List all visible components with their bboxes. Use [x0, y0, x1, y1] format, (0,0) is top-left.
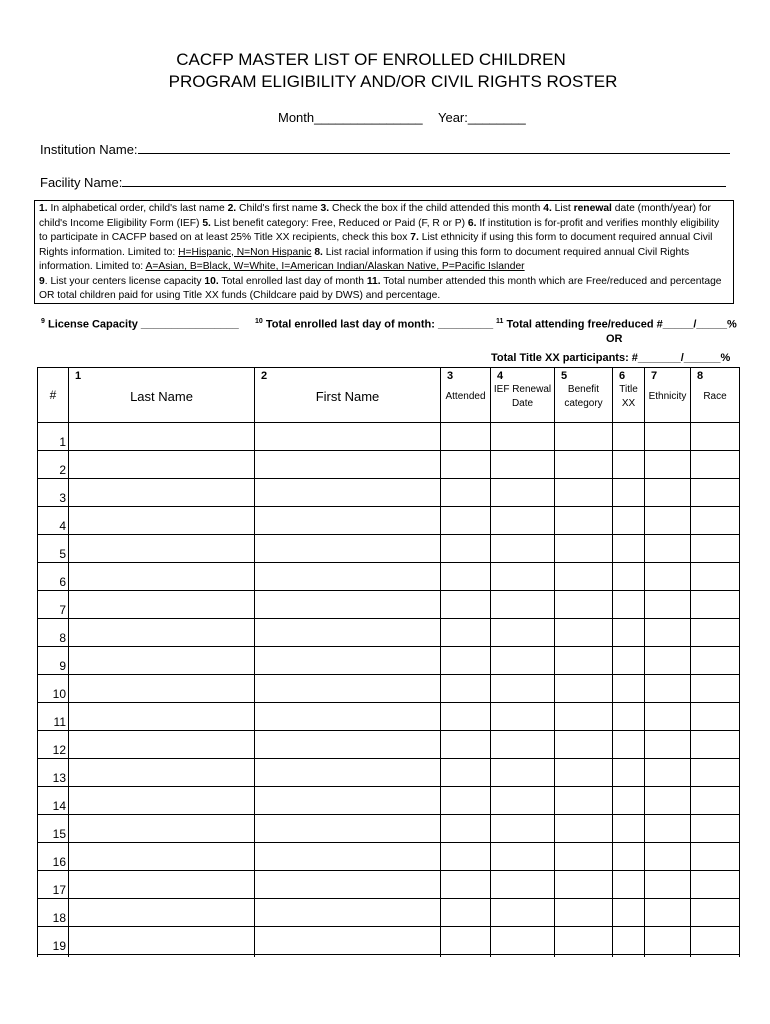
cell-first-name[interactable] — [255, 507, 441, 535]
cell-ethnicity[interactable] — [645, 787, 691, 815]
cell-first-name[interactable] — [255, 479, 441, 507]
cell-ethnicity[interactable] — [645, 619, 691, 647]
cell-last-name[interactable] — [69, 479, 255, 507]
cell-first-name[interactable] — [255, 759, 441, 787]
cell-last-name[interactable] — [69, 703, 255, 731]
cell-last-name[interactable] — [69, 563, 255, 591]
row-number: 14 — [38, 787, 69, 815]
cell-attended[interactable] — [441, 479, 491, 507]
cell-attended[interactable] — [441, 787, 491, 815]
cell-first-name[interactable] — [255, 899, 441, 927]
table-row — [38, 731, 740, 759]
cell-title-xx[interactable] — [613, 703, 645, 731]
cell-race[interactable] — [691, 927, 740, 955]
cell-first-name[interactable] — [255, 731, 441, 759]
cell-first-name[interactable] — [255, 451, 441, 479]
cell-title-xx[interactable] — [613, 451, 645, 479]
col-header-title-xx: 6 Title XX — [613, 368, 645, 423]
cell-attended[interactable] — [441, 647, 491, 675]
col-header-number: # — [38, 368, 69, 423]
cell-first-name[interactable] — [255, 647, 441, 675]
row-number: 5 — [38, 535, 69, 563]
cell-race[interactable] — [691, 787, 740, 815]
cell-benefit-category[interactable] — [555, 563, 613, 591]
table-row — [38, 843, 740, 871]
cell-first-name[interactable] — [255, 787, 441, 815]
cell-ethnicity[interactable] — [645, 675, 691, 703]
facility-name-field[interactable] — [40, 174, 726, 190]
row-number: 12 — [38, 731, 69, 759]
cell-last-name[interactable] — [69, 507, 255, 535]
row-number: 17 — [38, 871, 69, 899]
cell-ief-renewal-date[interactable] — [491, 479, 555, 507]
cell-last-name[interactable] — [69, 815, 255, 843]
cell-first-name[interactable] — [255, 619, 441, 647]
cell-title-xx[interactable] — [613, 423, 645, 451]
cell-race[interactable] — [691, 535, 740, 563]
month-field[interactable]: Month_______________ — [278, 110, 423, 125]
col-header-first-name: 2 First Name — [255, 368, 441, 423]
cell-title-xx[interactable] — [613, 507, 645, 535]
cell-race[interactable] — [691, 731, 740, 759]
cell-attended[interactable] — [441, 423, 491, 451]
cell-race[interactable] — [691, 647, 740, 675]
row-number: 1 — [38, 423, 69, 451]
cell-benefit-category[interactable] — [555, 535, 613, 563]
table-row — [38, 759, 740, 787]
cell-benefit-category[interactable] — [555, 927, 613, 955]
cell-last-name[interactable] — [69, 843, 255, 871]
cell-last-name[interactable] — [69, 619, 255, 647]
cell-first-name[interactable] — [255, 843, 441, 871]
month-year-line — [278, 110, 538, 125]
year-field[interactable]: Year:________ — [437, 110, 526, 125]
facility-name-label: Facility Name: — [40, 175, 123, 190]
cell-benefit-category[interactable] — [555, 815, 613, 843]
cell-benefit-category[interactable] — [555, 871, 613, 899]
cell-ief-renewal-date[interactable] — [491, 535, 555, 563]
cell-title-xx[interactable] — [613, 871, 645, 899]
cell-title-xx[interactable] — [613, 535, 645, 563]
table-row — [38, 675, 740, 703]
cell-first-name[interactable] — [255, 815, 441, 843]
cell-ief-renewal-date[interactable] — [491, 843, 555, 871]
form-title-line2: PROGRAM ELIGIBILITY AND/OR CIVIL RIGHTS ROSTER — [168, 72, 618, 91]
cell-title-xx[interactable] — [613, 927, 645, 955]
institution-name-blank[interactable] — [138, 141, 730, 154]
cell-first-name[interactable] — [255, 535, 441, 563]
cell-last-name[interactable] — [69, 787, 255, 815]
cell-attended[interactable] — [441, 843, 491, 871]
row-number: 16 — [38, 843, 69, 871]
cell-benefit-category[interactable] — [555, 647, 613, 675]
table-row — [38, 815, 740, 843]
cell-race[interactable] — [691, 815, 740, 843]
cell-ief-renewal-date[interactable] — [491, 759, 555, 787]
cell-ief-renewal-date[interactable] — [491, 563, 555, 591]
table-row — [38, 507, 740, 535]
cell-benefit-category[interactable] — [555, 731, 613, 759]
cell-last-name[interactable] — [69, 899, 255, 927]
table-row — [38, 871, 740, 899]
cell-ethnicity[interactable] — [645, 451, 691, 479]
col-header-ethnicity: 7 Ethnicity — [645, 368, 691, 423]
cell-benefit-category[interactable] — [555, 703, 613, 731]
institution-name-field[interactable] — [40, 141, 730, 157]
cell-first-name[interactable] — [255, 675, 441, 703]
table-header-row — [38, 368, 740, 423]
cell-title-xx[interactable] — [613, 479, 645, 507]
cell-attended[interactable] — [441, 451, 491, 479]
cell-first-name[interactable] — [255, 703, 441, 731]
page-bottom-margin — [0, 957, 770, 1024]
cell-ethnicity[interactable] — [645, 535, 691, 563]
row-number: 3 — [38, 479, 69, 507]
cell-benefit-category[interactable] — [555, 423, 613, 451]
cell-last-name[interactable] — [69, 675, 255, 703]
cell-ief-renewal-date[interactable] — [491, 619, 555, 647]
cell-ief-renewal-date[interactable] — [491, 787, 555, 815]
institution-name-label: Institution Name: — [40, 142, 138, 157]
cell-race[interactable] — [691, 759, 740, 787]
cell-race[interactable] — [691, 899, 740, 927]
total-enrolled-field[interactable]: $^{10}$ Total enrolled last day of month: _________ — [255, 318, 494, 331]
instructions-box: 1. In alphabetical order, child's last name 2. Child's first name 3. Check the box if the child attended this month 4. List renewal date (month/year) for child's Income Eligibility Form (IEF) 5. List benefit category: Free, Reduced or Paid (F, R or P) 6. If institution is for-profit and verifies monthly eligibility to participate in CACFP based on at least 25% Title XX recipients, check this box 7. List ethnicity if using this form to document required annual Civil Rights information. Limited to: H=Hispanic, N=Non Hispanic 8. List racial information if using this form to document required annual Civil Rights information. Limited to: A=Asian, B=Black, W=White, I=American Indian/Alaskan Native, P=Pacific Islander 9. List your centers license capacity 10. Total enrolled last day of month 11. Total number attended this month which are Free/reduced and percentage OR total children paid for using Title XX funds (Childcare paid by DWS) and percentage. — [34, 200, 734, 304]
cell-race[interactable] — [691, 451, 740, 479]
cell-attended[interactable] — [441, 619, 491, 647]
form-title-line1: CACFP MASTER LIST OF ENROLLED CHILDREN — [176, 50, 566, 69]
cell-benefit-category[interactable] — [555, 591, 613, 619]
cell-ief-renewal-date[interactable] — [491, 591, 555, 619]
cell-attended[interactable] — [441, 759, 491, 787]
cell-title-xx[interactable] — [613, 899, 645, 927]
cell-first-name[interactable] — [255, 563, 441, 591]
cell-benefit-category[interactable] — [555, 451, 613, 479]
cell-benefit-category[interactable] — [555, 787, 613, 815]
cell-ethnicity[interactable] — [645, 591, 691, 619]
cell-benefit-category[interactable] — [555, 479, 613, 507]
cell-first-name[interactable] — [255, 871, 441, 899]
cell-ief-renewal-date[interactable] — [491, 451, 555, 479]
table-row — [38, 479, 740, 507]
col-header-race: 8 Race — [691, 368, 740, 423]
cell-benefit-category[interactable] — [555, 843, 613, 871]
cell-race[interactable] — [691, 479, 740, 507]
cell-benefit-category[interactable] — [555, 619, 613, 647]
cell-race[interactable] — [691, 591, 740, 619]
cell-last-name[interactable] — [69, 647, 255, 675]
cell-title-xx[interactable] — [613, 647, 645, 675]
table-row — [38, 927, 740, 955]
cell-first-name[interactable] — [255, 591, 441, 619]
row-number: 15 — [38, 815, 69, 843]
row-number: 13 — [38, 759, 69, 787]
license-capacity-field[interactable]: $^9$ License Capacity ________________ — [41, 318, 239, 331]
cell-ief-renewal-date[interactable] — [491, 507, 555, 535]
cell-ethnicity[interactable] — [645, 647, 691, 675]
cell-ethnicity[interactable] — [645, 815, 691, 843]
cell-benefit-category[interactable] — [555, 507, 613, 535]
cell-attended[interactable] — [441, 703, 491, 731]
cell-last-name[interactable] — [69, 591, 255, 619]
cell-first-name[interactable] — [255, 927, 441, 955]
cell-ief-renewal-date[interactable] — [491, 927, 555, 955]
col-header-last-name: 1 Last Name — [69, 368, 255, 423]
table-row — [38, 619, 740, 647]
total-attending-field[interactable]: $^{11}$ Total attending free/reduced #_____/_____% — [496, 318, 737, 331]
cell-last-name[interactable] — [69, 731, 255, 759]
cell-title-xx[interactable] — [613, 843, 645, 871]
row-number: 4 — [38, 507, 69, 535]
roster-table — [37, 367, 740, 983]
cell-attended[interactable] — [441, 535, 491, 563]
cell-title-xx[interactable] — [613, 619, 645, 647]
cell-benefit-category[interactable] — [555, 899, 613, 927]
cell-ethnicity[interactable] — [645, 423, 691, 451]
table-row — [38, 451, 740, 479]
cell-title-xx[interactable] — [613, 563, 645, 591]
cell-race[interactable] — [691, 843, 740, 871]
cell-benefit-category[interactable] — [555, 759, 613, 787]
row-number: 6 — [38, 563, 69, 591]
table-row — [38, 647, 740, 675]
cell-ief-renewal-date[interactable] — [491, 647, 555, 675]
cell-benefit-category[interactable] — [555, 675, 613, 703]
cell-attended[interactable] — [441, 815, 491, 843]
cell-ethnicity[interactable] — [645, 479, 691, 507]
cell-title-xx[interactable] — [613, 787, 645, 815]
row-number: 7 — [38, 591, 69, 619]
or-label: OR — [606, 333, 623, 345]
cell-attended[interactable] — [441, 871, 491, 899]
cell-last-name[interactable] — [69, 927, 255, 955]
cell-ief-renewal-date[interactable] — [491, 423, 555, 451]
facility-name-blank[interactable] — [122, 174, 726, 187]
cell-race[interactable] — [691, 563, 740, 591]
cell-last-name[interactable] — [69, 451, 255, 479]
row-number: 9 — [38, 647, 69, 675]
cell-ethnicity[interactable] — [645, 563, 691, 591]
row-number: 8 — [38, 619, 69, 647]
cell-last-name[interactable] — [69, 759, 255, 787]
cell-race[interactable] — [691, 619, 740, 647]
cell-attended[interactable] — [441, 507, 491, 535]
cell-attended[interactable] — [441, 591, 491, 619]
cell-ethnicity[interactable] — [645, 843, 691, 871]
cell-attended[interactable] — [441, 675, 491, 703]
cell-attended[interactable] — [441, 563, 491, 591]
cell-ethnicity[interactable] — [645, 759, 691, 787]
cell-ief-renewal-date[interactable] — [491, 731, 555, 759]
col-header-benefit-category: 5 Benefit category — [555, 368, 613, 423]
cell-first-name[interactable] — [255, 423, 441, 451]
cell-title-xx[interactable] — [613, 731, 645, 759]
cell-last-name[interactable] — [69, 871, 255, 899]
cell-ief-renewal-date[interactable] — [491, 703, 555, 731]
cell-title-xx[interactable] — [613, 815, 645, 843]
cell-last-name[interactable] — [69, 423, 255, 451]
cell-attended[interactable] — [441, 927, 491, 955]
cell-last-name[interactable] — [69, 535, 255, 563]
table-row — [38, 423, 740, 451]
cell-title-xx[interactable] — [613, 591, 645, 619]
table-row — [38, 591, 740, 619]
table-row — [38, 787, 740, 815]
table-row — [38, 899, 740, 927]
cell-ethnicity[interactable] — [645, 927, 691, 955]
cell-attended[interactable] — [441, 899, 491, 927]
cell-attended[interactable] — [441, 731, 491, 759]
row-number: 18 — [38, 899, 69, 927]
cell-race[interactable] — [691, 871, 740, 899]
cell-ethnicity[interactable] — [645, 731, 691, 759]
cell-ief-renewal-date[interactable] — [491, 675, 555, 703]
cell-ethnicity[interactable] — [645, 507, 691, 535]
cell-race[interactable] — [691, 423, 740, 451]
cell-ethnicity[interactable] — [645, 871, 691, 899]
cell-ief-renewal-date[interactable] — [491, 815, 555, 843]
cell-race[interactable] — [691, 675, 740, 703]
cell-race[interactable] — [691, 507, 740, 535]
cell-title-xx[interactable] — [613, 675, 645, 703]
row-number: 2 — [38, 451, 69, 479]
cell-race[interactable] — [691, 703, 740, 731]
col-header-ief-renewal-date: 4 IEF Renewal Date — [491, 368, 555, 423]
cell-ethnicity[interactable] — [645, 703, 691, 731]
cell-title-xx[interactable] — [613, 759, 645, 787]
cell-ief-renewal-date[interactable] — [491, 871, 555, 899]
table-row — [38, 535, 740, 563]
table-row — [38, 563, 740, 591]
row-number: 11 — [38, 703, 69, 731]
table-row — [38, 703, 740, 731]
title-xx-participants-field[interactable]: Total Title XX participants: #_______/______% — [491, 352, 731, 364]
col-header-attended: 3 Attended — [441, 368, 491, 423]
row-number: 19 — [38, 927, 69, 955]
cell-ethnicity[interactable] — [645, 899, 691, 927]
cell-ief-renewal-date[interactable] — [491, 899, 555, 927]
row-number: 10 — [38, 675, 69, 703]
